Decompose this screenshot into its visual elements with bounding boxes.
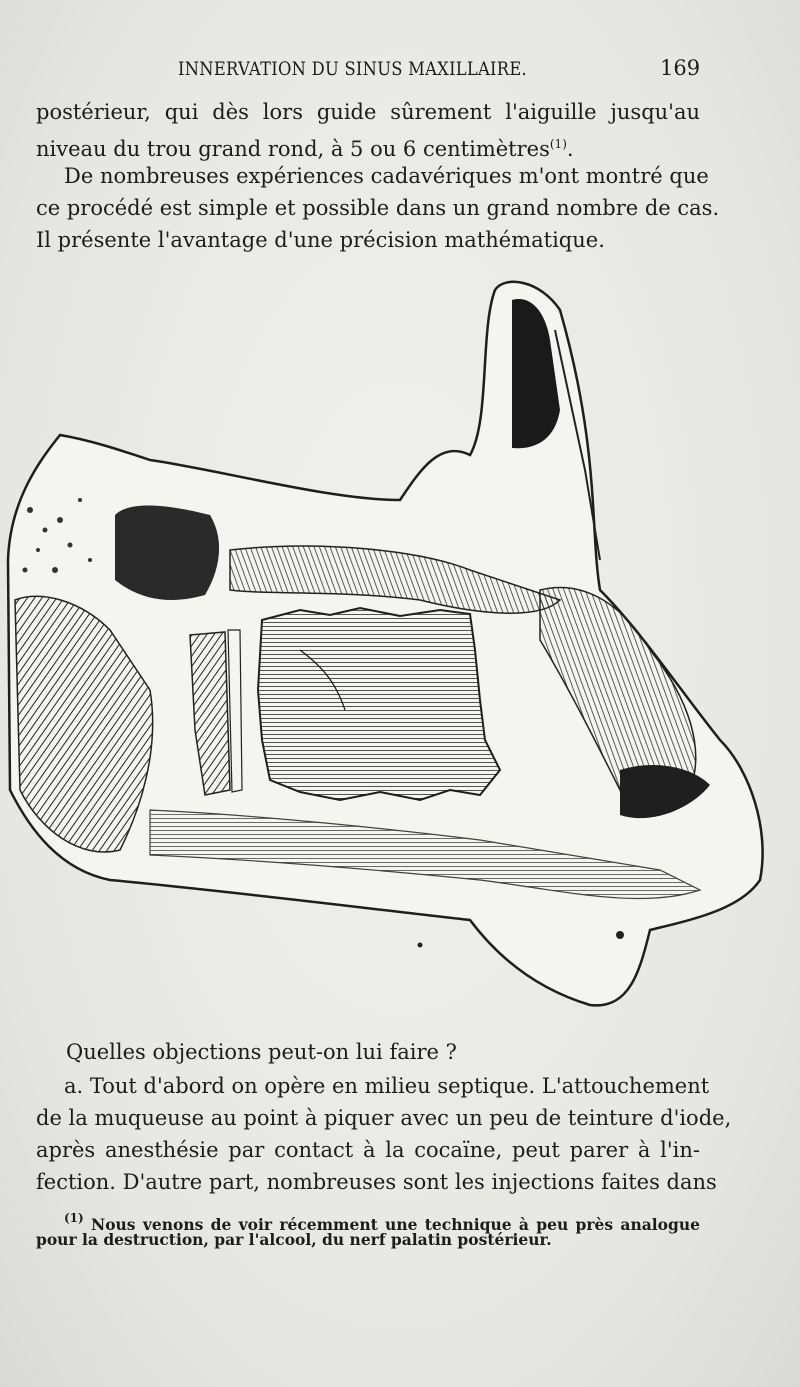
sphenoid-sinus [115, 506, 219, 600]
footnote-mark: (1) [64, 1211, 84, 1225]
text-line: après anesthésie par contact à la cocaïne, peut parer à l'in- [36, 1138, 700, 1162]
text-line: de la muqueuse au point à piquer avec un peu de teinture d'iode, [36, 1106, 732, 1130]
text-line: a. Tout d'abord on opère en milieu septique. L'attouchement [64, 1074, 710, 1098]
footnote-line-2: pour la destruction, par l'alcool, du nerf palatin postérieur. [36, 1230, 552, 1249]
footnote-reference: (1) [549, 137, 567, 151]
small-mark [418, 943, 423, 948]
paragraph-1 [36, 96, 700, 165]
text-span: . [566, 137, 574, 161]
text-span: niveau du trou grand rond, à 5 ou 6 centimètres [36, 137, 550, 161]
footnote-text: Nous venons de voir récemment une technique à peu près analogue [91, 1215, 700, 1234]
text-line: postérieur, qui dès lors guide sûrement l'aiguille jusqu'au [36, 100, 700, 124]
section-question: Quelles objections peut-on lui faire ? [66, 1040, 457, 1064]
text-line: Il présente l'avantage d'une précision mathématique. [36, 228, 605, 252]
running-title: INNERVATION DU SINUS MAXILLAIRE. [178, 58, 527, 80]
foramen-dot [616, 931, 624, 939]
page-number: 169 [660, 56, 701, 80]
running-head [0, 52, 800, 84]
maxillary-sinus-window [258, 608, 500, 800]
skull-section-illustration [0, 270, 800, 1015]
anatomical-figure [0, 270, 800, 1015]
text-line: De nombreuses expériences cadavériques m'ont montré que [64, 164, 709, 188]
paragraph-3 [36, 1070, 732, 1198]
paragraph-2 [36, 160, 720, 256]
text-line: fection. D'autre part, nombreuses sont les injections faites dans [36, 1170, 717, 1194]
text-line: ce procédé est simple et possible dans un grand nombre de cas. [36, 196, 720, 220]
